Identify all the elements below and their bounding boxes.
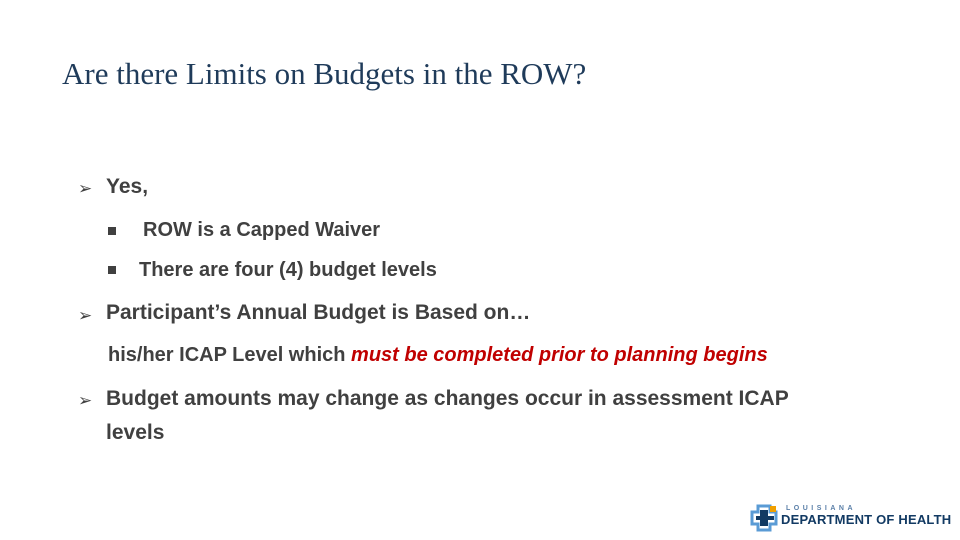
bullet-yes: Yes, — [106, 175, 149, 198]
bullet-budget-change-line2: levels — [106, 421, 165, 444]
sub-bullet-budget-levels: There are four (4) budget levels — [139, 259, 437, 281]
completion-requirement-text: must be completed prior to planning begins — [351, 344, 768, 366]
logo-state-text: LOUISIANA — [786, 505, 856, 512]
bullet-budget-change-line1: Budget amounts may change as changes occur in assessment ICAP — [106, 387, 789, 410]
arrow-bullet-icon: ➢ — [78, 391, 93, 411]
square-bullet-icon — [108, 266, 116, 274]
square-bullet-icon — [108, 227, 116, 235]
arrow-bullet-icon: ➢ — [78, 306, 93, 326]
arrow-bullet-icon: ➢ — [78, 179, 93, 199]
annual-budget-detail — [108, 344, 768, 367]
slide-title: Are there Limits on Budgets in the ROW? — [62, 56, 587, 91]
bullet-annual-budget: Participant’s Annual Budget is Based on… — [106, 301, 531, 324]
sub-bullet-capped-waiver: ROW is a Capped Waiver — [143, 219, 381, 241]
icap-level-text: his/her ICAP Level which — [108, 344, 352, 366]
logo-department-text: DEPARTMENT OF HEALTH — [781, 512, 952, 527]
